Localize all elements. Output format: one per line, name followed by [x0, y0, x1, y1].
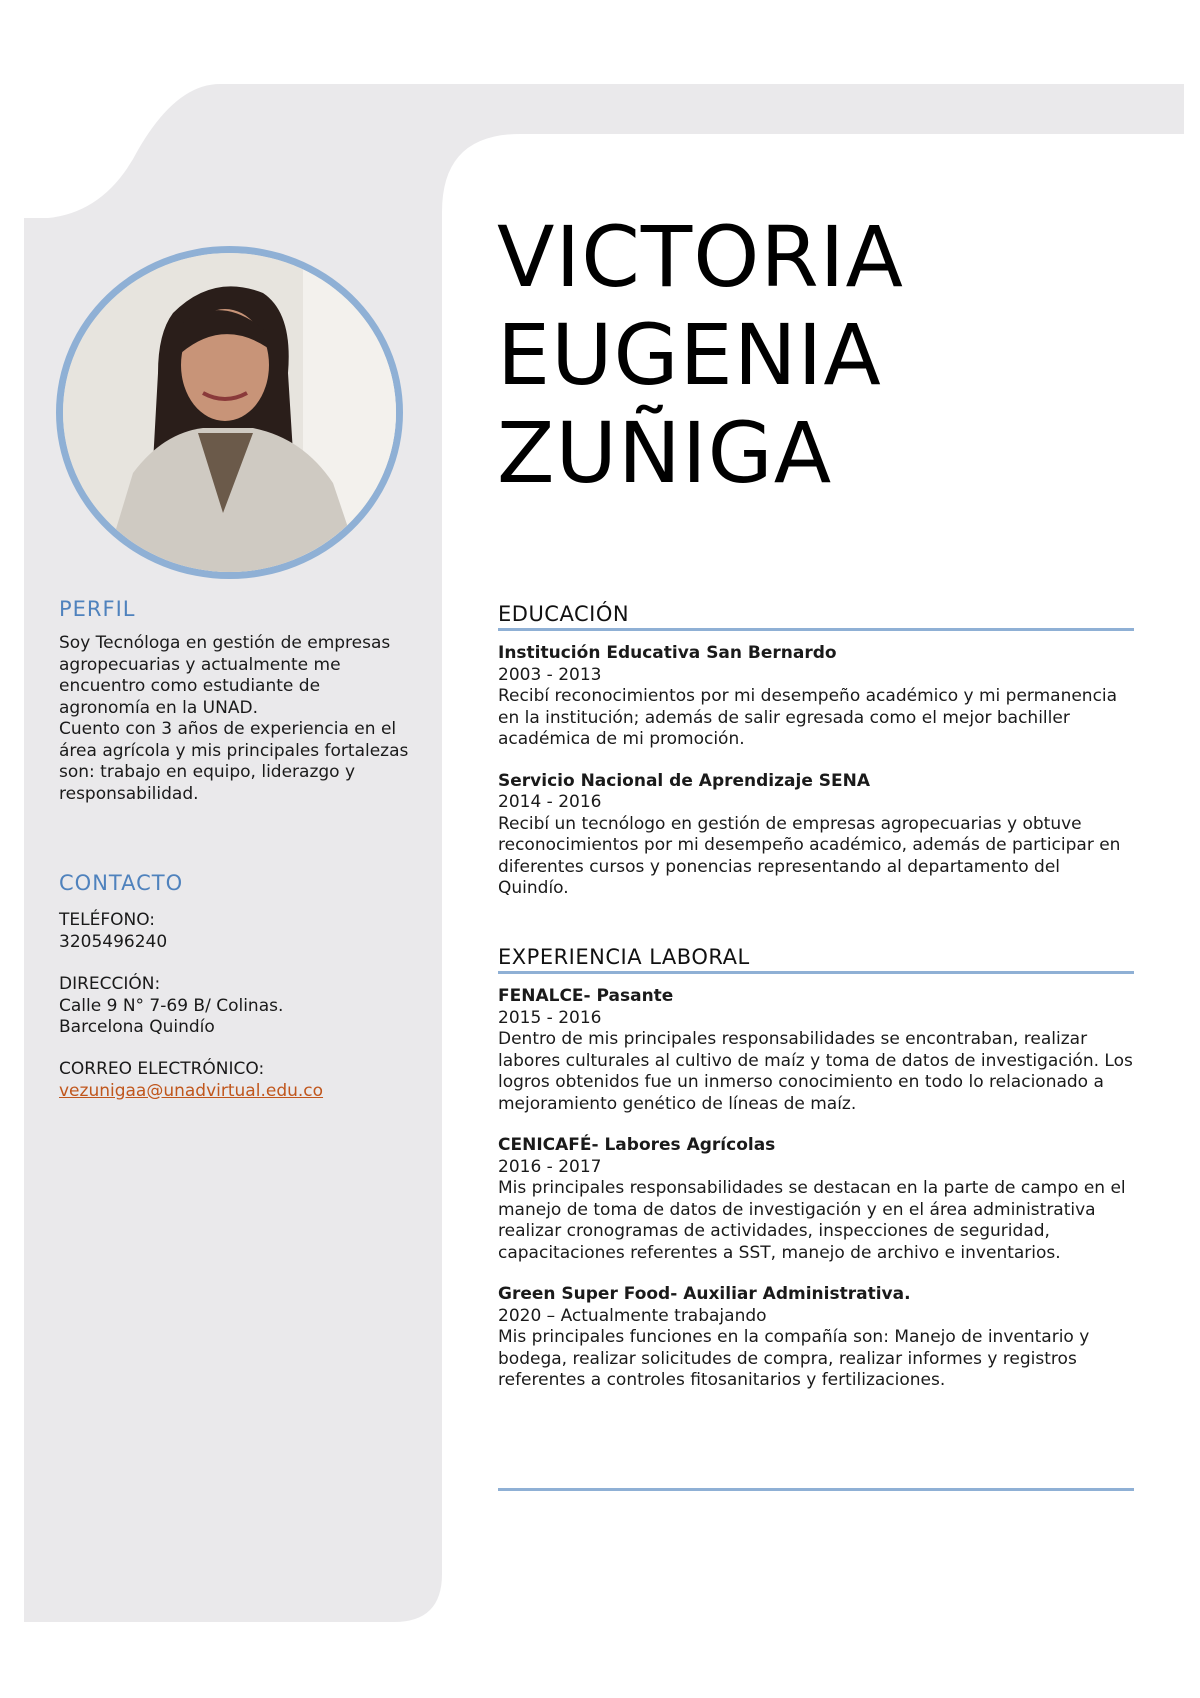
entry-title: CENICAFÉ- Labores Agrícolas [498, 1135, 776, 1155]
profile-summary [59, 633, 409, 805]
entry-dates: 2014 - 2016 [498, 792, 602, 812]
bottom-divider [498, 1488, 1134, 1491]
entry-description: Mis principales funciones en la compañía son: Manejo de inventario y bodega, realizar solicitudes de compra, realizar informes y registros referentes a controles fitosanitarios y fertilizaciones. [498, 1327, 1090, 1390]
entry-dates: 2003 - 2013 [498, 664, 602, 685]
name-line: ZUÑIGA [497, 404, 833, 502]
entry-description: Recibí un tecnólogo en gestión de empresas agropecuarias y obtuve reconocimientos por mi desempeño académico, además de participar en diferentes cursos y ponencias representando al departamento del Quindío. [498, 813, 1121, 898]
entry-title: Green Super Food- Auxiliar Administrativa. [498, 1284, 911, 1304]
entry-dates: 2016 - 2017 [498, 1156, 602, 1177]
full-name [497, 208, 1147, 502]
address-line: Calle 9 N° 7-69 B/ Colinas. [59, 995, 284, 1016]
contact-email [59, 1059, 323, 1102]
entry-description: Dentro de mis principales responsabilidades se encontraban, realizar labores culturales al cultivo de maíz y toma de datos de investigación. Los logros obtenidos fue un inmerso conocimiento en todo lo relacionado a mejoramiento genético de líneas de maíz. [498, 1029, 1133, 1114]
education-entry [498, 771, 1134, 900]
portrait-illustration [63, 253, 396, 572]
address-label: DIRECCIÓN: [59, 974, 161, 994]
entry-title: Servicio Nacional de Aprendizaje SENA [498, 770, 871, 791]
experience-entry [498, 1284, 1134, 1392]
phone-label: TELÉFONO: [59, 910, 156, 930]
name-line: EUGENIA [497, 306, 882, 404]
entry-dates: 2015 - 2016 [498, 1007, 602, 1028]
education-heading: EDUCACIÓN [498, 602, 1134, 631]
profile-text: Cuento con 3 años de experiencia en el área agrícola y mis principales fortalezas son: trabajo en equipo, liderazgo y responsabilidad. [59, 719, 409, 804]
entry-dates: 2020 – Actualmente trabajando [498, 1305, 767, 1326]
email-link[interactable]: vezunigaa@unadvirtual.edu.co [59, 1080, 324, 1101]
entry-description: Recibí reconocimientos por mi desempeño académico y mi permanencia en la institución; además de salir egresada como el mejor bachiller académica de mi promoción. [498, 686, 1118, 749]
contact-address [59, 974, 283, 1039]
profile-text: Soy Tecnóloga en gestión de empresas agropecuarias y actualmente me encuentro como estudiante de agronomía en la UNAD. [59, 633, 391, 718]
email-label: CORREO ELECTRÓNICO: [59, 1059, 265, 1079]
entry-title: FENALCE- Pasante [498, 986, 674, 1006]
experience-entry [498, 986, 1134, 1115]
address-line: Barcelona Quindío [59, 1017, 215, 1037]
name-line: VICTORIA [497, 208, 904, 306]
profile-heading: PERFIL [59, 597, 136, 621]
profile-photo [56, 246, 403, 579]
phone-value: 3205496240 [59, 931, 168, 952]
education-list [498, 643, 1134, 920]
entry-title: Institución Educativa San Bernardo [498, 643, 837, 663]
contact-phone [59, 910, 167, 953]
entry-description: Mis principales responsabilidades se destacan en la parte de campo en el manejo de toma de datos de investigación y en el área administrativa realizar cronogramas de actividades, inspecciones de seguridad, capacitaciones referentes a SST, manejo de archivo e inventarios. [498, 1178, 1126, 1263]
contact-heading: CONTACTO [59, 871, 184, 895]
experience-list [498, 986, 1134, 1412]
experience-heading: EXPERIENCIA LABORAL [498, 945, 1134, 974]
education-entry [498, 643, 1134, 751]
experience-entry [498, 1135, 1134, 1264]
